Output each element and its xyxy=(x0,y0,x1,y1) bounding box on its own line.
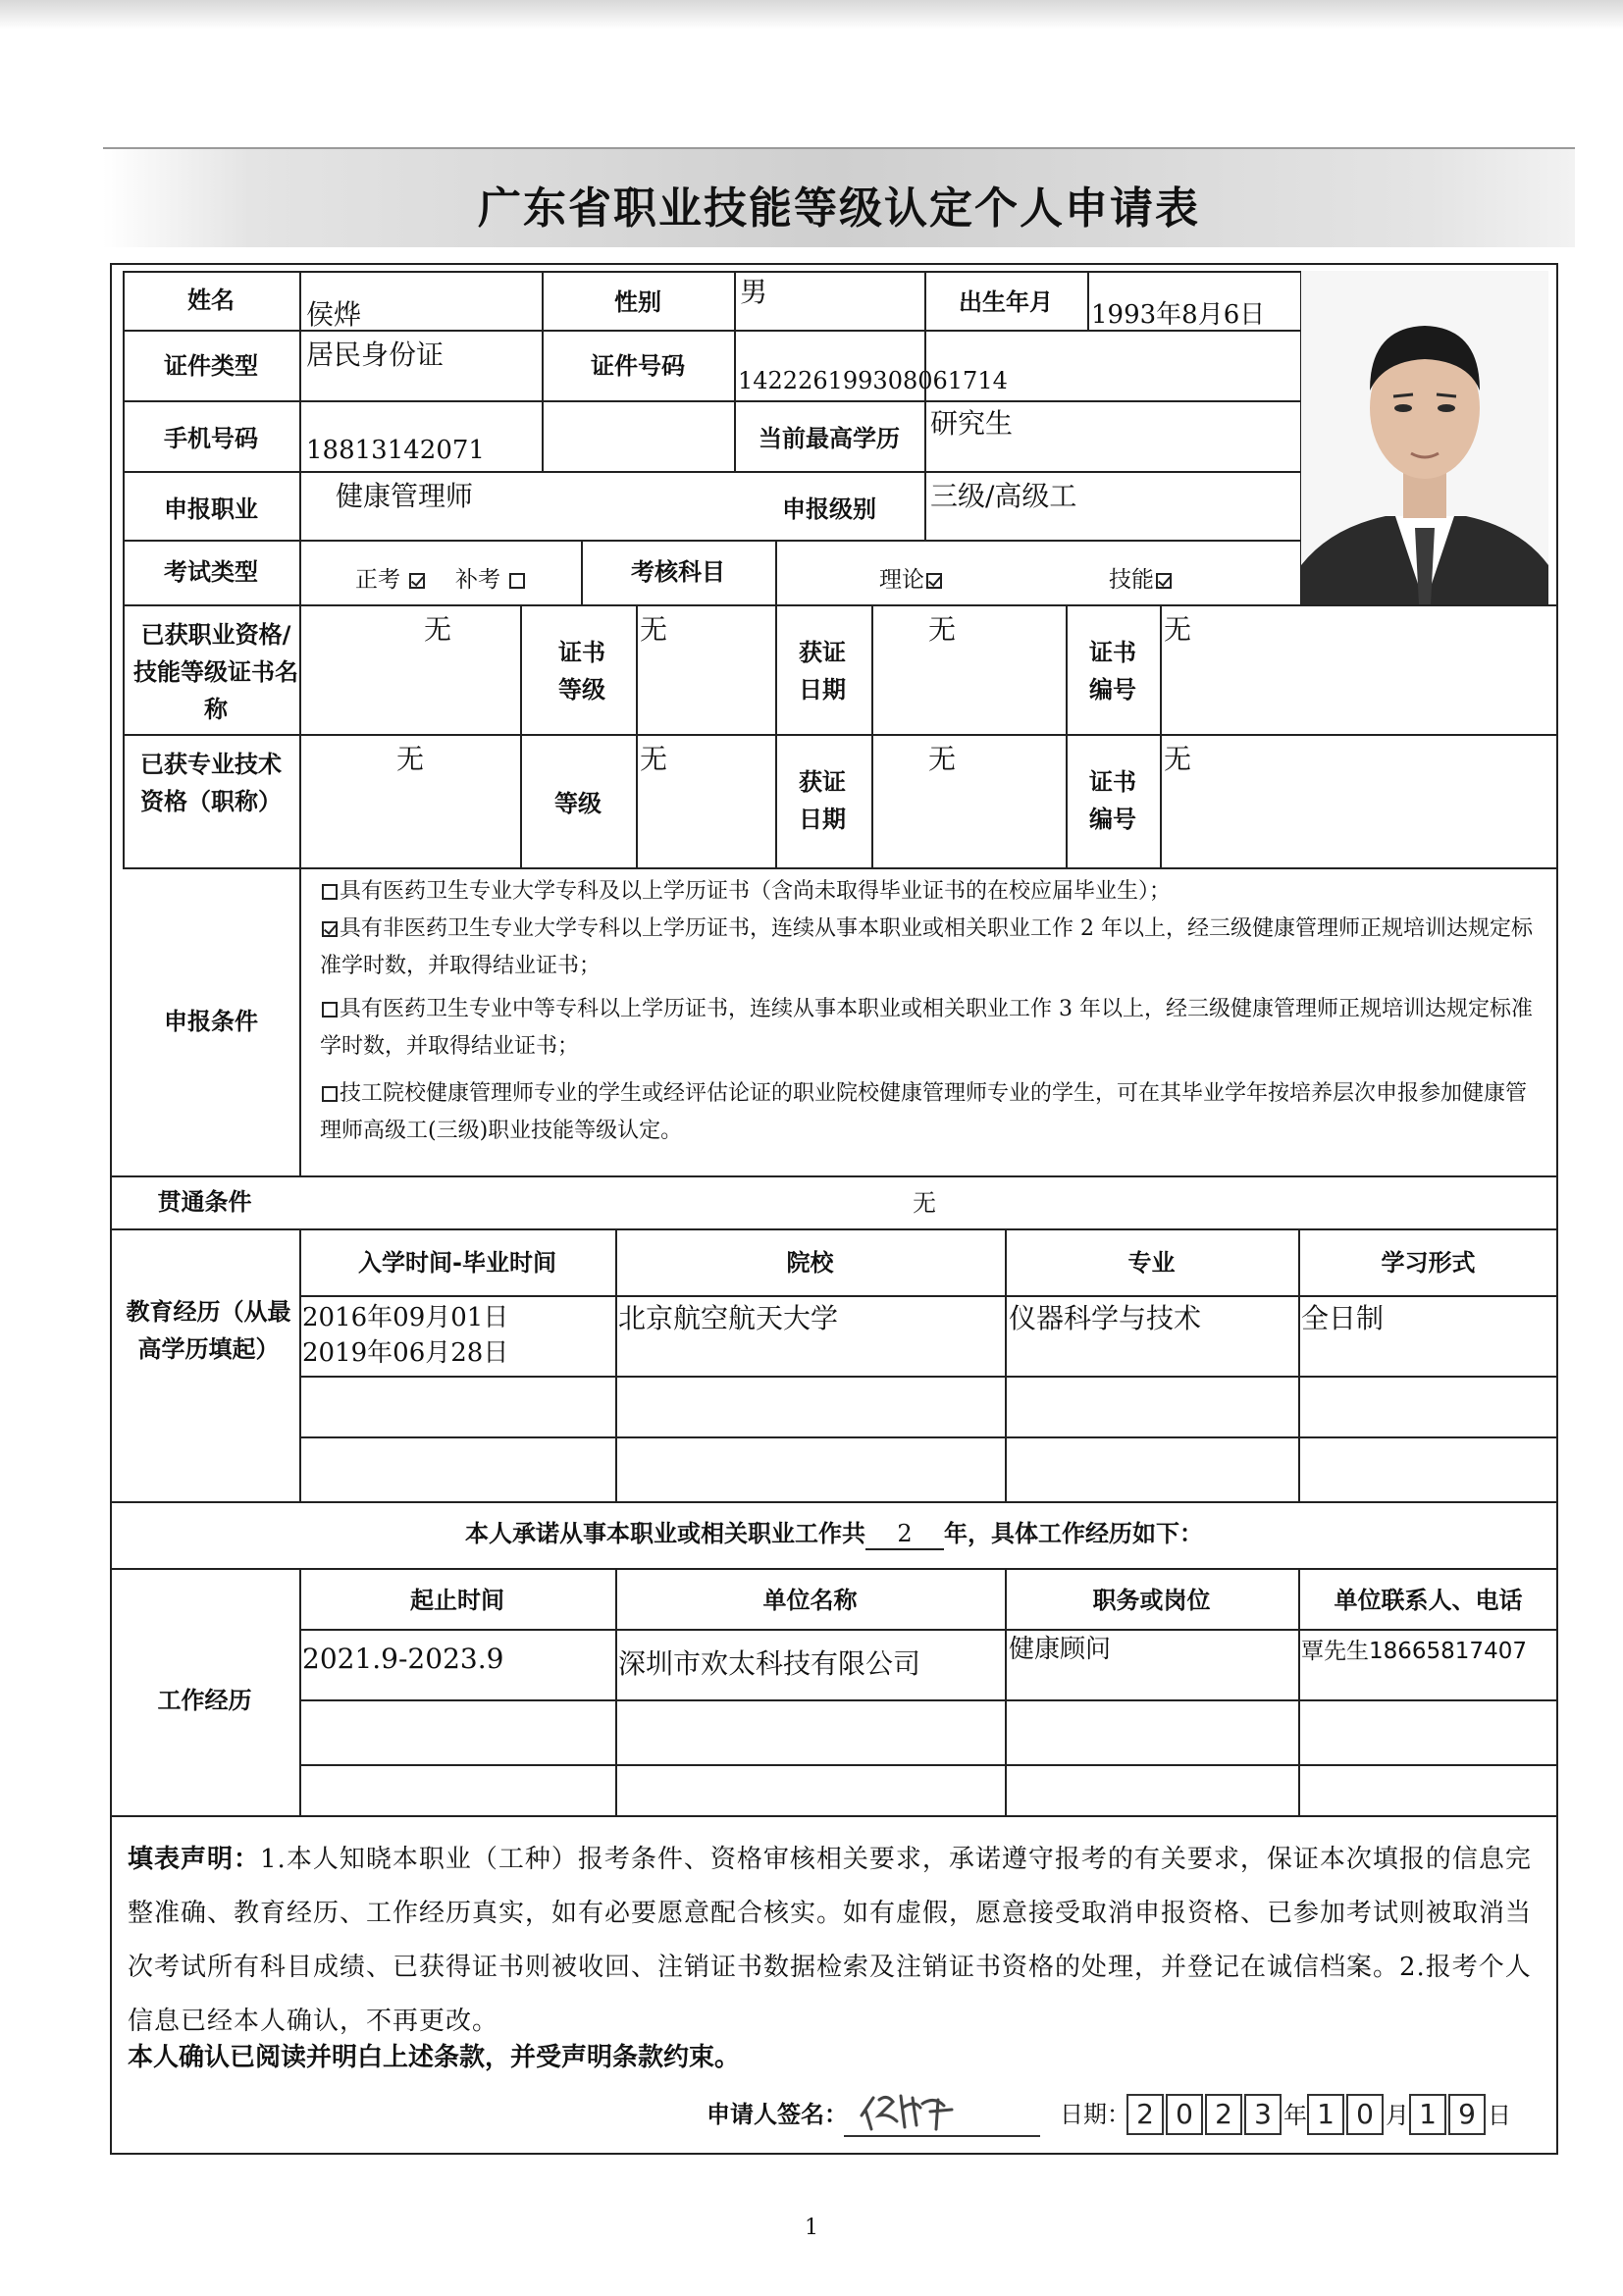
work-period: 2021.9-2023.9 xyxy=(302,1643,504,1675)
condition-2-text: 具有非医药卫生专业大学专科以上学历证书，连续从事本职业或相关职业工作 2 年以上，经三级健康管理师正规培训达规定标准学时数，并取得结业证书； xyxy=(320,916,1533,978)
sign-label: 申请人签名： xyxy=(707,2101,848,2128)
col-line xyxy=(1066,604,1068,867)
row-line xyxy=(299,1436,1558,1438)
day-unit: 日 xyxy=(1488,2102,1511,2129)
job-label: 申报职业 xyxy=(164,496,258,523)
work-position: 健康顾问 xyxy=(1009,1635,1112,1664)
condition-3-checkbox[interactable] xyxy=(322,1002,338,1018)
gender-label: 性别 xyxy=(614,288,661,316)
declaration xyxy=(128,1833,1541,2049)
subject-label: 考核科目 xyxy=(631,558,725,586)
cert-vocational-name: 无 xyxy=(424,613,452,646)
id-type-label: 证件类型 xyxy=(164,352,258,380)
birth-value: 1993年8月6日 xyxy=(1091,300,1266,330)
job-value: 健康管理师 xyxy=(336,480,474,512)
work-header-company: 单位名称 xyxy=(762,1587,858,1614)
exam-makeup-checkbox[interactable] xyxy=(509,573,525,589)
row-line xyxy=(123,604,1558,606)
row-line xyxy=(299,1629,1558,1631)
education-label: 教育经历（从最高学历填起） xyxy=(126,1298,291,1363)
col-line xyxy=(299,271,301,1175)
exam-regular-label: 正考 xyxy=(355,567,400,593)
date-boxes[interactable] xyxy=(1126,2094,1511,2135)
condition-2 xyxy=(320,911,1542,985)
year-digit: 0 xyxy=(1166,2094,1203,2135)
edu-header-mode: 学习形式 xyxy=(1381,1249,1476,1277)
col-line xyxy=(1160,604,1162,867)
condition-4-text: 技工院校健康管理师专业的学生或经评估论证的职业院校健康管理师专业的学生，可在其毕业学年按培养层次申报参加健康管理师高级工(三级)职业技能等级认定。 xyxy=(320,1081,1528,1143)
commitment-prefix: 本人承诺从事本职业或相关职业工作共 xyxy=(465,1520,865,1547)
cert-vocational-date-label: 获证日期 xyxy=(799,639,846,704)
signature-line[interactable] xyxy=(844,2092,1040,2137)
row-line xyxy=(299,1699,1558,1701)
theory-label: 理论 xyxy=(879,567,924,593)
declaration-confirm: 本人确认已阅读并明白上述条款，并受声明条款约束。 xyxy=(128,2043,741,2072)
edu-major: 仪器科学与技术 xyxy=(1009,1302,1202,1334)
edu-end: 2019年06月28日 xyxy=(302,1338,509,1368)
condition-1-text: 具有医药卫生专业大学专科及以上学历证书（含尚未取得毕业证书的在校应届毕业生）； xyxy=(340,879,1172,904)
name-value: 侯烨 xyxy=(306,298,362,331)
phone-value: 18813142071 xyxy=(306,436,485,465)
id-no-value: 142226199308061714 xyxy=(738,367,1008,394)
phone-label: 手机号码 xyxy=(164,425,258,452)
id-no-label: 证件号码 xyxy=(591,352,685,380)
cert-vocational-level-label: 证书等级 xyxy=(558,639,605,704)
work-header-contact: 单位联系人、电话 xyxy=(1334,1587,1523,1614)
work-label: 工作经历 xyxy=(157,1687,252,1714)
year-digit: 2 xyxy=(1205,2094,1242,2135)
row-line xyxy=(110,1568,1558,1570)
row-line xyxy=(110,1501,1558,1503)
level-label: 申报级别 xyxy=(782,496,876,523)
condition-1-checkbox[interactable] xyxy=(322,884,338,900)
cert-vocational-label: 已获职业资格/技能等级证书名称 xyxy=(133,621,298,723)
gender-value: 男 xyxy=(740,276,768,308)
row-line xyxy=(299,1764,1558,1766)
cert-professional-date: 无 xyxy=(928,743,957,775)
col-line xyxy=(775,604,777,867)
subject-skill xyxy=(1109,561,1174,594)
edu-header-school: 院校 xyxy=(786,1249,834,1277)
exam-regular xyxy=(355,561,527,594)
work-contact: 覃先生18665817407 xyxy=(1301,1639,1527,1664)
condition-3 xyxy=(320,991,1542,1066)
row-line xyxy=(110,1228,1558,1230)
cert-vocational-number-label: 证书编号 xyxy=(1089,639,1136,704)
edu-label: 当前最高学历 xyxy=(759,425,900,452)
year-digit: 2 xyxy=(1126,2094,1164,2135)
month-digit: 0 xyxy=(1346,2094,1384,2135)
edu-value: 研究生 xyxy=(930,407,1014,440)
row-line xyxy=(299,1376,1558,1378)
condition-4-checkbox[interactable] xyxy=(322,1086,338,1102)
name-label: 姓名 xyxy=(187,287,235,314)
month-digit: 1 xyxy=(1307,2094,1344,2135)
edu-school: 北京航空航天大学 xyxy=(618,1302,839,1334)
col-line xyxy=(520,604,522,867)
day-digit: 1 xyxy=(1409,2094,1446,2135)
row-line xyxy=(110,1815,1558,1817)
page-number: 1 xyxy=(805,2216,818,2240)
exam-type-label: 考试类型 xyxy=(164,558,258,586)
month-unit: 月 xyxy=(1386,2102,1409,2129)
subject-theory xyxy=(879,561,944,594)
commitment-suffix: 年，具体工作经历如下： xyxy=(944,1520,1203,1547)
skill-label: 技能 xyxy=(1109,567,1154,593)
col-line xyxy=(775,540,777,604)
cert-professional-date-label: 获证日期 xyxy=(799,768,846,833)
condition-3-text: 具有医药卫生专业中等专科以上学历证书，连续从事本职业或相关职业工作 3 年以上，经三级健康管理师正规培训达规定标准学时数，并取得结业证书； xyxy=(320,997,1533,1059)
row-line xyxy=(110,1175,1558,1177)
work-header-position: 职务或岗位 xyxy=(1092,1587,1211,1614)
form-title: 广东省职业技能等级认定个人申请表 xyxy=(478,183,1200,234)
year-digit: 3 xyxy=(1244,2094,1282,2135)
work-header-period: 起止时间 xyxy=(410,1587,504,1614)
cert-professional-level: 无 xyxy=(640,743,668,775)
scan-shadow xyxy=(0,0,1623,29)
col-line xyxy=(636,604,638,867)
row-line xyxy=(123,867,1558,869)
applicant-photo xyxy=(1301,271,1548,604)
skill-checkbox[interactable] xyxy=(1156,573,1172,589)
date-label: 日期： xyxy=(1060,2101,1130,2128)
edu-header-major: 专业 xyxy=(1127,1249,1176,1277)
cert-professional-number: 无 xyxy=(1164,743,1192,775)
condition-1 xyxy=(320,873,1542,911)
cert-professional-number-label: 证书编号 xyxy=(1089,768,1136,833)
birth-label: 出生年月 xyxy=(959,288,1053,316)
col-line xyxy=(924,400,926,540)
commitment-years: 2 xyxy=(865,1519,944,1550)
cert-professional-label: 已获专业技术资格（职称） xyxy=(140,751,282,815)
theory-checkbox[interactable] xyxy=(926,573,942,589)
col-line xyxy=(871,604,873,867)
edu-mode: 全日制 xyxy=(1301,1302,1385,1334)
day-digit: 9 xyxy=(1448,2094,1486,2135)
exam-regular-checkbox[interactable] xyxy=(409,573,425,589)
edu-start: 2016年09月01日 xyxy=(302,1303,509,1332)
pass-through-value: 无 xyxy=(913,1189,936,1217)
condition-2-checkbox[interactable] xyxy=(322,921,338,937)
year-unit: 年 xyxy=(1283,2102,1307,2129)
row-line xyxy=(123,734,1558,736)
edu-header-period: 入学时间-毕业时间 xyxy=(358,1249,556,1277)
id-type-value: 居民身份证 xyxy=(306,339,445,371)
cert-vocational-number: 无 xyxy=(1164,613,1192,646)
exam-makeup-label: 补考 xyxy=(454,567,500,593)
declaration-body: 1.本人知晓本职业（工种）报考条件、资格审核相关要求，承诺遵守报考的有关要求，保证本次填报的信息完整准确、教育经历、工作经历真实，如有必要愿意配合核实。如有虚假，愿意接受取消申报资格、已参加考试则被取消当次考试所有科目成绩、已获得证书则被收回、注销证书数据检索及注销证书资格的处理，并登记在诚信档案。2.报考个人信息已经本人确认，不再更改。 xyxy=(128,1845,1533,2036)
cert-vocational-level: 无 xyxy=(640,613,668,646)
cert-professional-name: 无 xyxy=(396,743,425,775)
col-line xyxy=(1087,271,1089,330)
pass-through-label: 贯通条件 xyxy=(157,1188,252,1216)
cert-vocational-date: 无 xyxy=(928,613,957,646)
commitment-line xyxy=(110,1515,1558,1552)
declaration-heading: 填表声明： xyxy=(128,1845,261,1874)
work-company: 深圳市欢太科技有限公司 xyxy=(618,1647,921,1680)
conditions-label: 申报条件 xyxy=(164,1008,258,1035)
signature-image xyxy=(854,2086,971,2133)
cert-professional-level-label: 等级 xyxy=(554,790,602,817)
level-value: 三级/高级工 xyxy=(930,480,1077,512)
condition-4 xyxy=(320,1075,1542,1150)
